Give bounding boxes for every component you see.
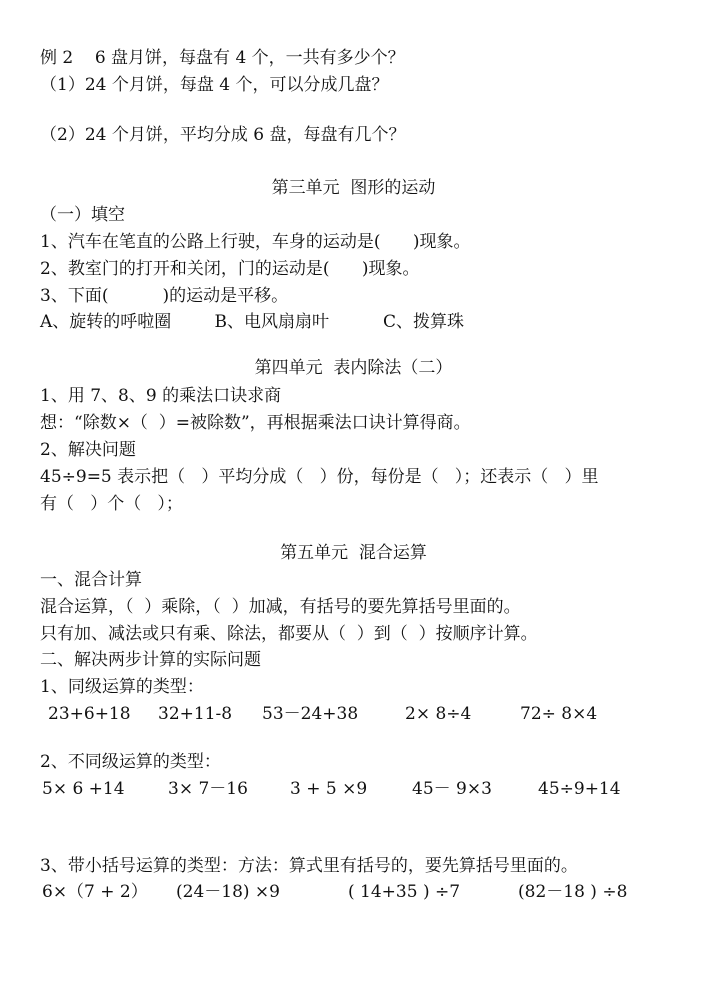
- unit4-problem-line-1: 45÷9=5 表示把（ ）平均分成（ ）份，每份是（ ）；还表示（ ）里: [40, 467, 599, 487]
- unit4-item-2: 2、解决问题: [40, 440, 136, 460]
- unit5-heading: 第五单元 混合运算: [280, 543, 427, 563]
- unit4-think: 想：“除数×（ ）=被除数”，再根据乘法口诀计算得商。: [40, 413, 471, 433]
- expression: (24－18) ×9: [176, 882, 280, 902]
- unit3-heading: 第三单元 图形的运动: [271, 178, 436, 198]
- unit5-rule-2: 只有加、减法或只有乘、除法，都要从（ ）到（ ）按顺序计算。: [40, 624, 538, 644]
- unit5-type-1-title: 1、同级运算的类型：: [40, 677, 204, 697]
- expression: (82－18 ) ÷8: [518, 882, 628, 902]
- expression: 3× 7－16: [168, 779, 248, 799]
- unit5-rule-1: 混合运算，（ ）乘除，（ ）加减，有括号的要先算括号里面的。: [40, 597, 521, 617]
- expression: 53－24+38: [262, 704, 359, 724]
- expression: ( 14+35 ) ÷7: [348, 882, 461, 902]
- unit5-type-3-title: 3、带小括号运算的类型：方法：算式里有括号的，要先算括号里面的。: [40, 856, 578, 876]
- unit3-fill-title: （一）填空: [40, 205, 125, 225]
- example-title: 例 2 6 盘月饼，每盘有 4 个，一共有多少个？: [40, 48, 405, 68]
- unit4-problem-line-2: 有（ ）个（ ）；: [40, 494, 183, 514]
- expression: 23+6+18: [48, 704, 131, 724]
- example-question-2: （2）24 个月饼，平均分成 6 盘，每盘有几个？: [40, 125, 406, 145]
- unit5-section-1-title: 一、混合计算: [40, 570, 142, 590]
- unit5-section-2-title: 二、解决两步计算的实际问题: [40, 650, 261, 670]
- unit4-heading: 第四单元 表内除法（二）: [254, 358, 453, 378]
- unit3-options: A、旋转的呼啦圈 B、电风扇扇叶 C、拨算珠: [40, 312, 465, 332]
- expression: 6×（7 + 2）: [42, 882, 148, 902]
- unit3-item-2: 2、教室门的打开和关闭，门的运动是( )现象。: [40, 259, 420, 279]
- expression: 3 + 5 ×9: [290, 779, 368, 799]
- unit5-type-2-title: 2、不同级运算的类型：: [40, 752, 221, 772]
- expression: 5× 6 +14: [42, 779, 125, 799]
- unit3-item-3: 3、下面( )的运动是平移。: [40, 286, 289, 306]
- unit4-item-1: 1、用 7、8、9 的乘法口诀求商: [40, 386, 282, 406]
- expression: 45－ 9×3: [412, 779, 492, 799]
- example-question-1: （1）24 个月饼，每盘 4 个，可以分成几盘？: [40, 75, 389, 95]
- expression: 32+11-8: [158, 704, 233, 724]
- expression: 45÷9+14: [538, 779, 621, 799]
- expression: 72÷ 8×4: [520, 704, 598, 724]
- expression: 2× 8÷4: [405, 704, 472, 724]
- unit3-item-1: 1、汽车在笔直的公路上行驶，车身的运动是( )现象。: [40, 232, 471, 252]
